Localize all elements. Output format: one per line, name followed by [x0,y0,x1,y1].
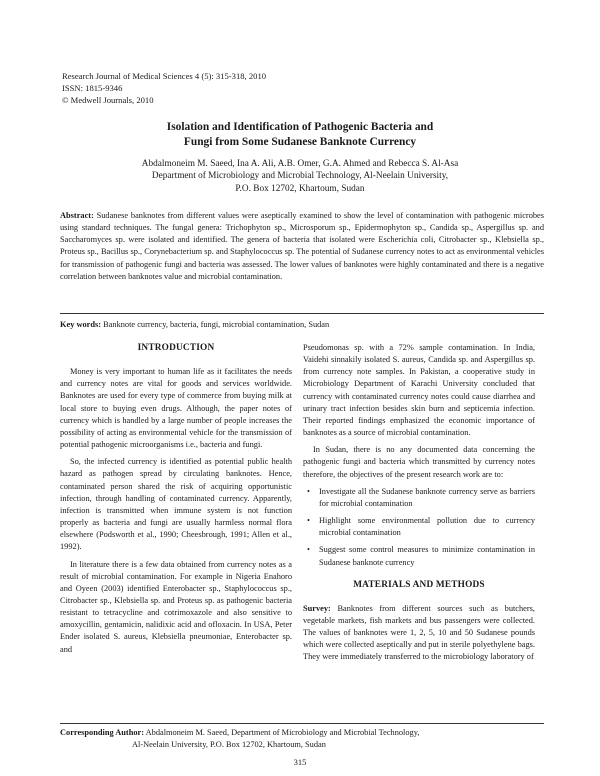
intro-paragraph-1: Money is very important to human life as it facilitates the needs and currency notes are vital for goods and services worldwide. Banknotes are used for every type of commerce from buying milk at local store to buying even drugs. Although, the paper notes of currency which is handled by a large number of people increases the possibility of acting as environmental vehicle for the transmission of potential pathogenic microorganisms i.e., bacteria and fungi. [60,367,292,450]
keywords-text: Banknote currency, bacteria, fungi, microbial contamination, Sudan [103,320,330,329]
right-column [303,342,535,669]
intro-paragraph-3: In literature there is a few data obtained from currency notes as a result of microbial contamination. For example in Nigeria Enahoro and Oyeen (2003) identified Enterobacter sp., Staphylococcus sp., Citrobacter sp., Klebsiella sp. and Proteus sp. as pathogenic bacteria resistant to tetracycline and cotrimoxazole and also sensitive to amoxycillin, gentamicin, nalidixic acid and ofloxacin. In USA, Peter Ender isolated S. aureus, Klebsiella pneumoniae, Enterobacter sp. and [60,559,292,654]
title-line-2: Fungi from Some Sudanese Banknote Currency [183,136,417,148]
introduction-heading: INTRODUCTION [137,343,215,353]
corresponding-author [60,727,544,750]
survey-text: Banknotes from different sources such as butchers, vegetable markets, fish markets and bus passengers were collected. The values of banknotes were 1, 2, 5, 10 and 50 Sudanese pounds which were collected aseptically and put in sterile polyethylene bags. They were immediately transferred to the microbiology laboratory of [303,603,535,662]
abstract-label: Abstract: [60,211,94,220]
list-item: • Suggest some control measures to minimize contamination in Sudanese banknote currency [319,544,535,568]
list-item: • Highlight some environmental pollution due to currency microbial contamination [319,515,535,539]
paper-title [90,120,510,150]
survey-paragraph [303,603,535,664]
affiliation-line-1: Department of Microbiology and Microbial Technology, Al-Neelain University, [151,171,449,182]
list-item: • Investigate all the Sudanese banknote currency serve as barriers for microbial contamination [319,486,535,510]
footer-rule [60,723,544,724]
journal-citation: Research Journal of Medical Sciences 4 (5): 315-318, 2010 [62,71,267,81]
objectives-list [303,486,535,569]
survey-label: Survey: [303,603,331,613]
materials-methods-heading: MATERIALS AND METHODS [353,579,485,590]
author-block [100,158,500,195]
affiliation-line-2: P.O. Box 12702, Khartoum, Sudan [235,183,365,194]
page-number: 315 [293,757,307,767]
abstract-text: Sudanese banknotes from different values were aseptically examined to show the level of contamination with pathogenic microbes using standard techniques. The fungal genera: Trichophyton sp., Microsporum sp., Epidermophyton sp., Candida sp., Aspergillus sp. and Saccharomyces sp. were isolated and identified. The genera of bacteria that isolated were Escherichia coli, Citrobacter sp., Klebsiella sp., Proteus sp., Bacillus sp., Corynebacterium sp. and Staphylococcus sp. The potential of Sudanese currency notes to act as environmental vehicles for transmission of pathogenic fungi and bacteria was assessed. The lower values of banknotes were highly contaminated and there is a negative correlation between banknotes value and microbial contamination. [60,211,544,281]
divider-rule [60,313,544,314]
author-names: Abdalmoneim M. Saeed, Ina A. Ali, A.B. Omer, G.A. Ahmed and Rebecca S. Al-Asa [141,159,459,169]
title-line-1: Isolation and Identification of Pathogenic Bacteria and [166,121,434,133]
intro-paragraph-5: In Sudan, there is no any documented data concerning the pathogenic fungi and bacteria which transmitted by currency notes therefore, the objectives of the present research work are to: [303,445,535,479]
journal-issn: ISSN: 1815-9346 [62,83,123,94]
corresponding-line-1: Abdalmoneim M. Saeed, Department of Microbiology and Microbial Technology, [145,728,420,737]
abstract [60,210,544,283]
intro-paragraph-2: So, the infected currency is identified as potential public health hazard as pathogen spread by circulating banknotes. Hence, contaminated person shared the risk of acquiring opportunistic infection, through handling of contaminated currency. Apparently, infection is transmitted when immune system is not function properly as bacteria and fungi are usually harmless normal flora elsewhere (Podsworth et al., 1990; Cheesbrough, 1991; Allen et al., 1992). [60,457,292,552]
keywords [60,319,544,331]
left-column [60,342,292,661]
intro-paragraph-4: Pseudomonas sp. with a 72% sample contamination. In India, Vaidehi sinnakily isolated S. aureus, Candida sp. and Aspergillus sp. from currency note samples. In Pakistan, a cooperative study in Microbiology Department of Karachi University concluded that currency with contaminated currency notes could cause diarrhea and urinary tract infection besides skin burn and septicemia infection. Their reported findings emphasized the economic importance of banknotes as a source of microbial contamination. [303,343,535,438]
journal-header [62,70,266,107]
keywords-label: Key words: [60,320,102,329]
corresponding-label: Corresponding Author: [60,728,144,737]
corresponding-line-2: Al-Neelain University, P.O. Box 12702, Khartoum, Sudan [132,739,326,749]
journal-copyright: © Medwell Journals, 2010 [62,95,154,106]
